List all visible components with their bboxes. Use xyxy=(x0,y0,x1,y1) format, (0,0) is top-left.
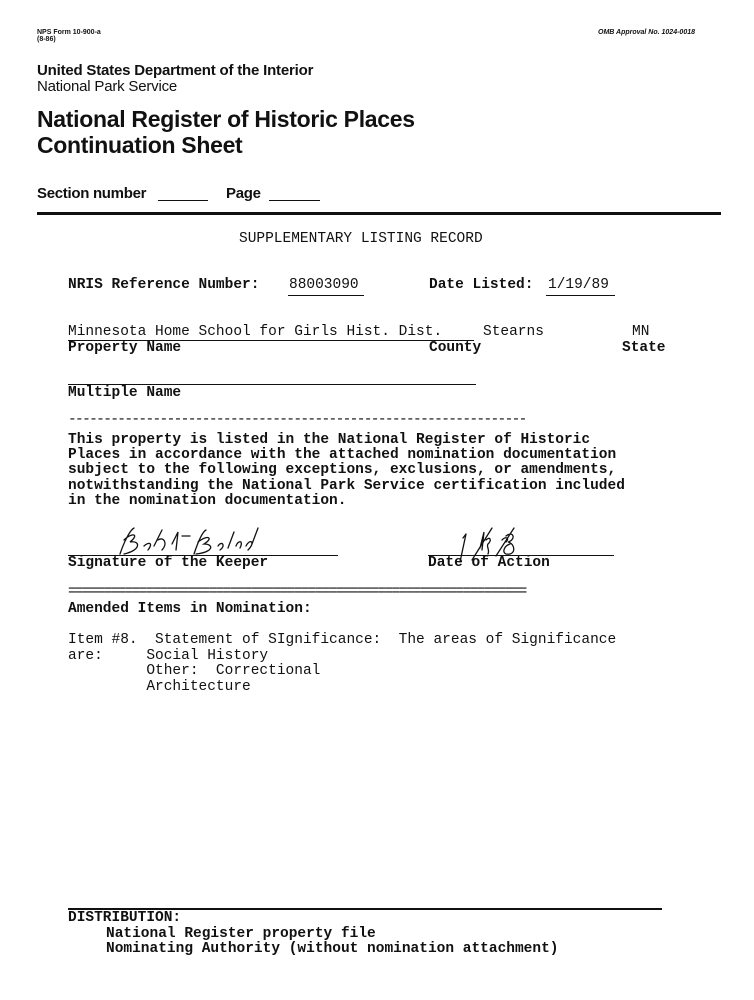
section-number-label: Section number xyxy=(37,185,147,202)
nris-underline xyxy=(288,295,364,296)
date-listed-value: 1/19/89 xyxy=(548,277,609,293)
double-divider: ================================================================= xyxy=(68,584,526,600)
form-subtitle: Continuation Sheet xyxy=(37,132,243,158)
keeper-signature xyxy=(110,524,260,558)
multiple-name-label: Multiple Name xyxy=(68,385,182,401)
form-title: National Register of Historic Places xyxy=(37,106,415,132)
page-number-blank xyxy=(269,200,320,201)
state-value: MN xyxy=(632,324,650,340)
dashed-divider: ----------------------------------------------------------------- xyxy=(68,412,526,428)
county-value: Stearns xyxy=(483,324,544,340)
statement-line: notwithstanding the National Park Service certification included xyxy=(68,478,625,494)
date-listed-label: Date Listed: xyxy=(429,277,534,293)
state-label: State xyxy=(622,340,666,356)
record-heading: SUPPLEMENTARY LISTING RECORD xyxy=(239,231,483,247)
county-label: County xyxy=(429,340,482,356)
distribution-item: National Register property file xyxy=(106,926,376,942)
page-label: Page xyxy=(226,185,261,202)
property-name-value: Minnesota Home School for Girls Hist. Dist. xyxy=(68,324,443,340)
section-number-blank xyxy=(158,200,208,201)
statement-line: in the nomination documentation. xyxy=(68,493,347,509)
nris-label: NRIS Reference Number: xyxy=(68,277,260,293)
property-name-label: Property Name xyxy=(68,340,182,356)
statement-line: Places in accordance with the attached nomination documentation xyxy=(68,447,617,463)
statement-line: This property is listed in the National Register of Historic xyxy=(68,432,591,448)
agency-name: United States Department of the Interior xyxy=(37,62,314,79)
header-divider xyxy=(37,212,721,215)
distribution-heading: DISTRIBUTION: xyxy=(68,910,182,926)
date-listed-underline xyxy=(546,295,615,296)
statement-line: subject to the following exceptions, exclusions, or amendments, xyxy=(68,462,617,478)
amended-line: Item #8. Statement of SIgnificance: The areas of Significance xyxy=(68,632,617,648)
service-name: National Park Service xyxy=(37,78,178,95)
date-of-action-label: Date of Action xyxy=(428,555,550,571)
omb-approval-number: OMB Approval No. 1024-0018 xyxy=(598,29,695,36)
distribution-item: Nominating Authority (without nomination attachment) xyxy=(106,941,559,957)
amended-line: Architecture xyxy=(68,679,251,695)
amended-heading: Amended Items in Nomination: xyxy=(68,601,312,617)
amended-line: are: Social History xyxy=(68,648,269,664)
amended-line: Other: Correctional xyxy=(68,663,321,679)
nris-value: 88003090 xyxy=(289,277,359,293)
signature-label: Signature of the Keeper xyxy=(68,555,269,571)
form-number: NPS Form 10-900-a (8-86) xyxy=(37,29,101,43)
